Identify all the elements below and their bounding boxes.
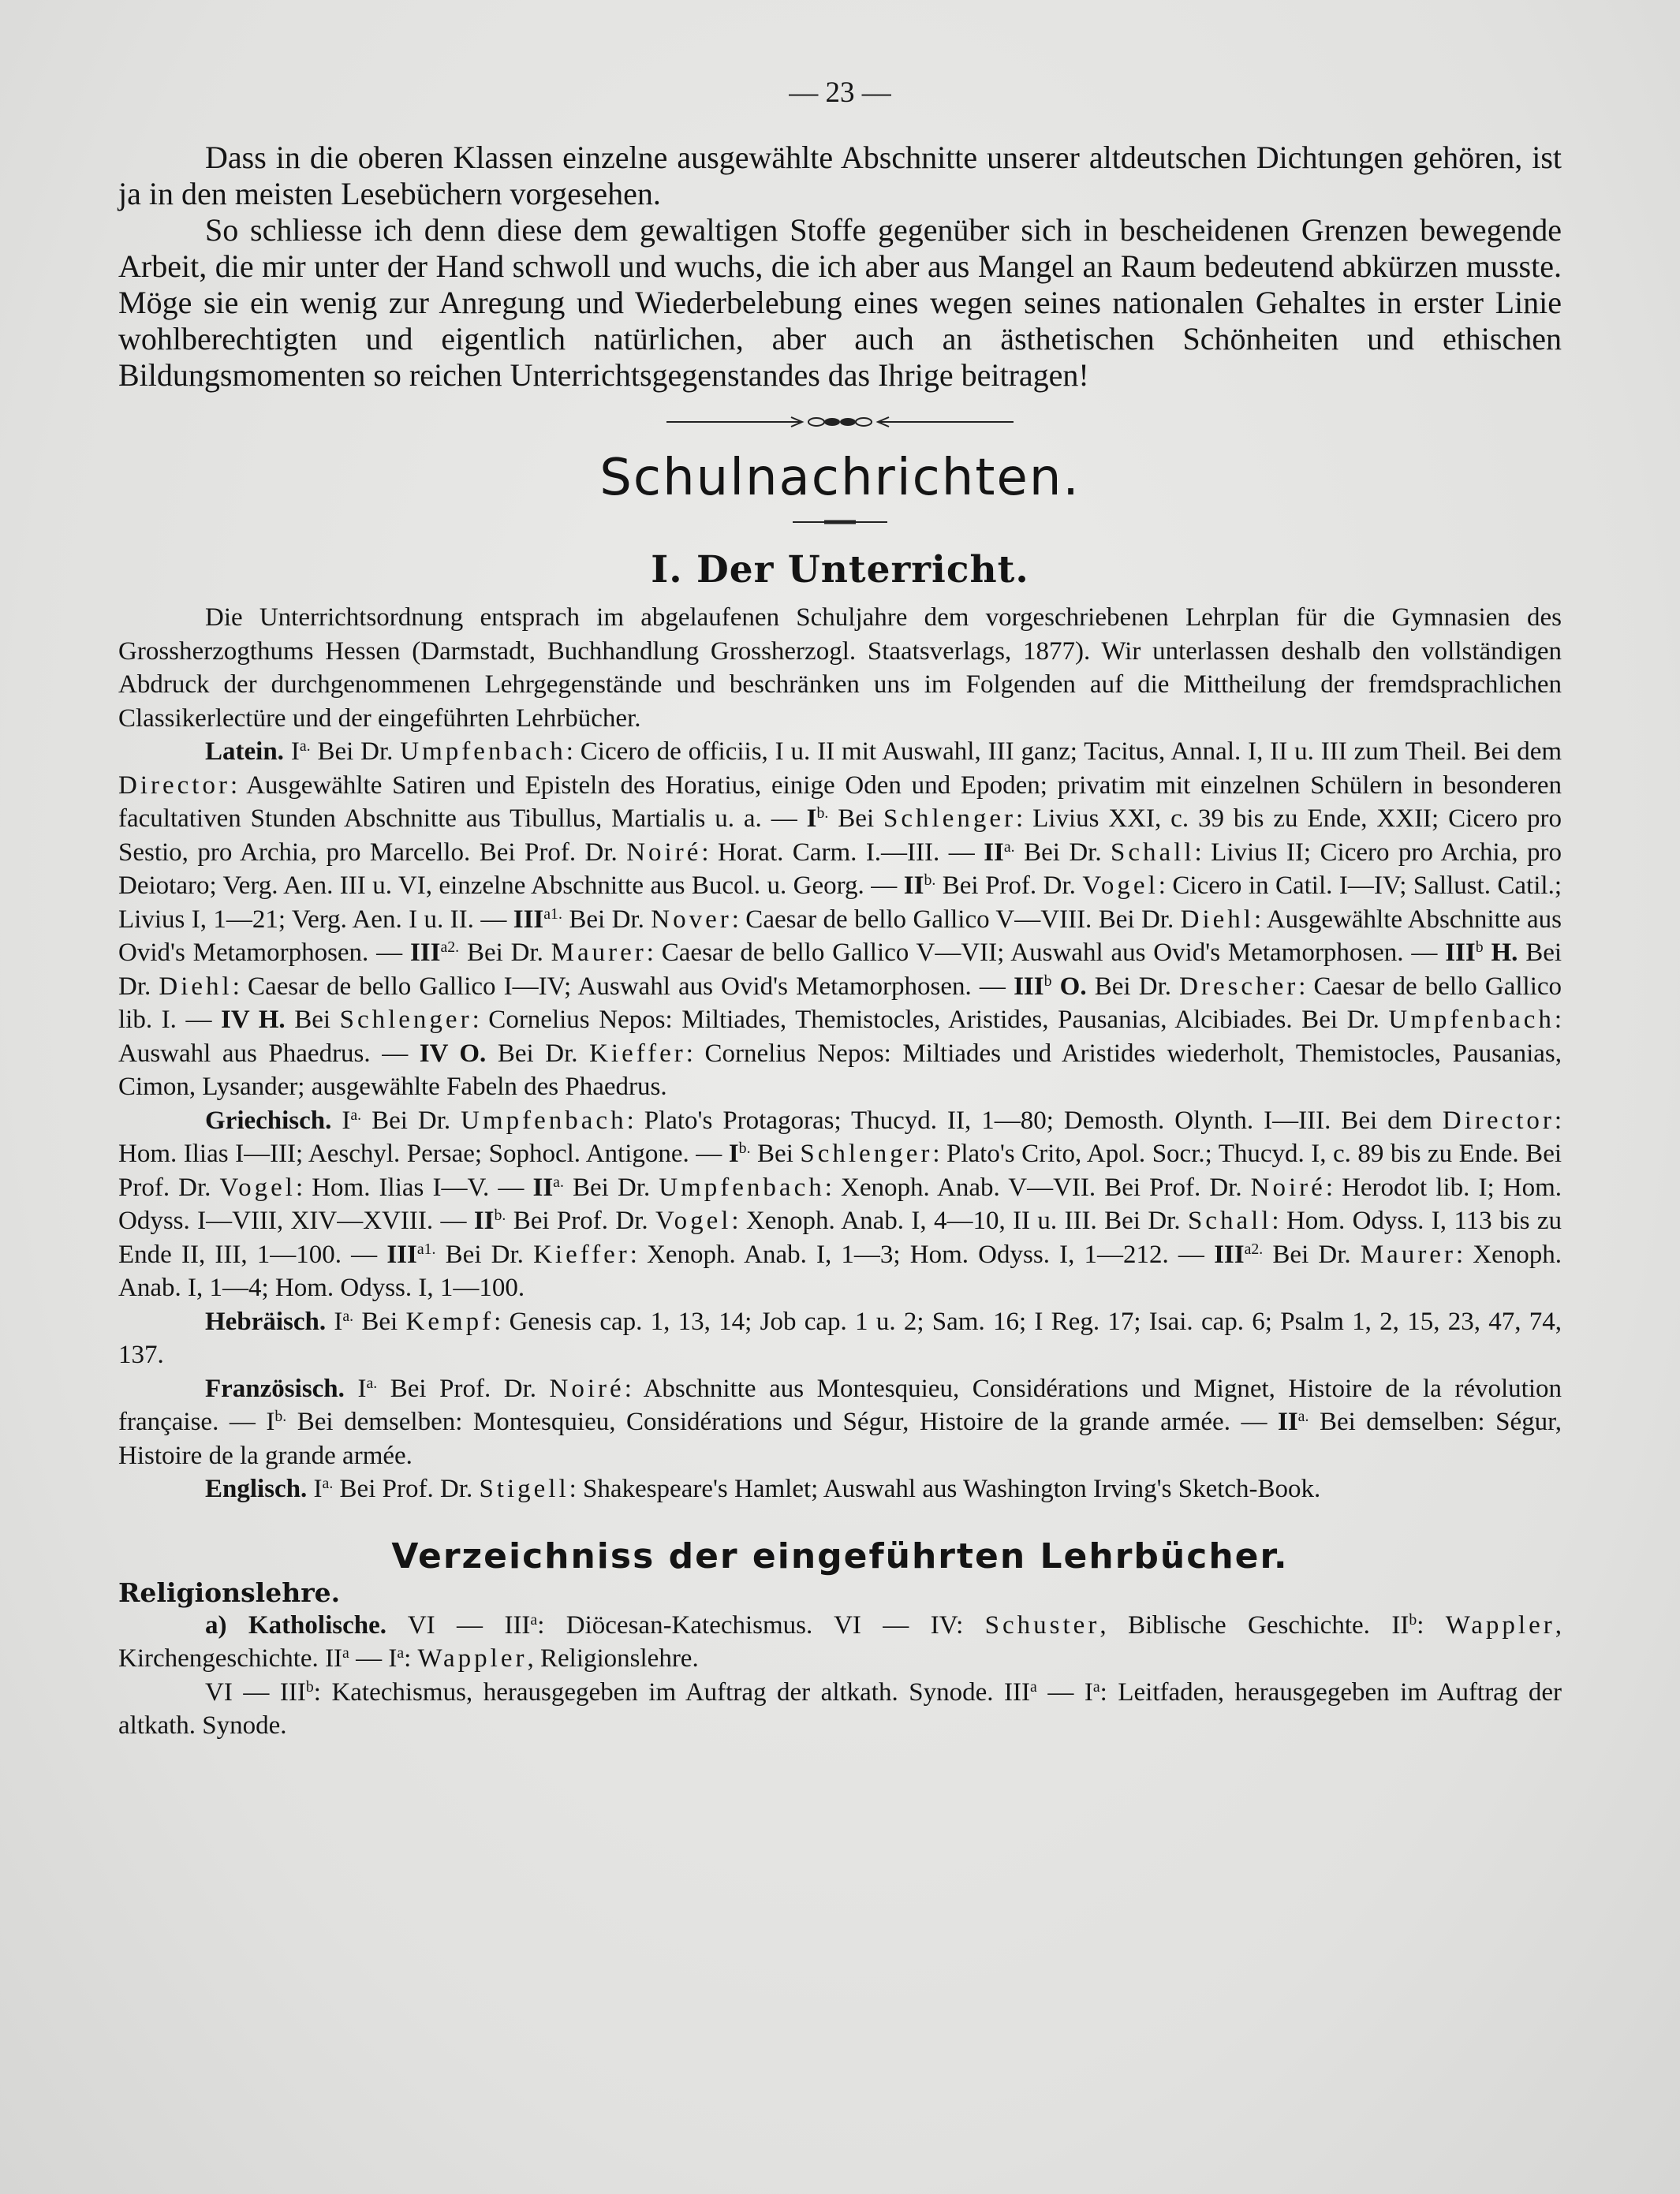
textbook-list-heading: Verzeichniss der eingeführten Lehrbücher. xyxy=(391,1535,1289,1576)
latein-label: Latein. xyxy=(205,737,284,766)
franzoesisch-label: Französisch. xyxy=(205,1374,345,1403)
religion-catholic: a) Katholische. VI — III$^a$: Diöcesan-Katechismus. VI — IV: Schuster, Biblische Geschichte. $II^b$: Wappler, Kirchengeschichte. $II^a$ — $I^a$: Wappler, Religionslehre. xyxy=(118,1610,1562,1673)
latein-paragraph: Latein. $I^{a.}$ Bei Dr. Umpfenbach: Cicero de officiis, I u. II mit Auswahl, III ganz; Tacitus, Annal. I, II u. III zum Theil. Bei dem Director: Ausgewählte Satiren und Episteln des Horatius, einige Oden und Epoden; privatim mit einzelnen Schülern in besonderen facultativen Stunden Abschnitte aus Tibullus, Martialis u. a. — $I^{b.}$ Bei Schlenger: Livius XXI, c. 39 bis zu Ende, XXII; Cicero pro Sestio, pro Archia, pro Marcello. Bei Prof. Dr. Noiré: Horat. Carm. I.—III. — $II^{a.}$ Bei Dr. Schall: Livius II; Cicero pro Archia, pro Deiotaro; Verg. Aen. III u. VI, einzelne Abschnitte aus Bucol. u. Georg. — $II^{b.}$ Bei Prof. Dr. Vogel: Cicero in Catil. I—IV; Sallust. Catil.; Livius I, 1—21; Verg. Aen. I u. II. — $III^{a1.}$ Bei Dr. Nover: Caesar de bello Gallico V—VIII. Bei Dr. Diehl: Ausgewählte Abschnitte aus Ovid's Metamorphosen. — $III^{a2.}$ Bei Dr. Maurer: Caesar de bello Gallico V—VII; Auswahl aus Ovid's Metamorphosen. — III$^b$ H. Bei Dr. Diehl: Caesar de bello Gallico I—IV; Auswahl aus Ovid's Metamorphosen. — III$^b$ O. Bei Dr. Drescher: Caesar de bello Gallico lib. I. — IV H. Bei Schlenger: Cornelius Nepos: Miltiades, Themistocles, Aristides, Pausanias, Alcibiades. Bei Dr. Umpfenbach: Auswahl aus Phaedrus. — IV O. Bei Dr. Kieffer: Cornelius Nepos: Miltiades und Aristides wiederholt, Themistocles, Pausanias, Cimon, Lysander; ausgewählte Fabeln des Phaedrus. xyxy=(118,737,1562,1101)
intro-paragraph-1: Dass in die oberen Klassen einzelne ausgewählte Abschnitte unserer altdeutschen Dichtungen gehören, ist ja in den meisten Lesebüchern vorgesehen. xyxy=(118,140,1562,211)
griechisch-paragraph: Griechisch. $I^{a.}$ Bei Dr. Umpfenbach: Plato's Protagoras; Thucyd. II, 1—80; Demosth. Olynth. I—III. Bei dem Director: Hom. Ilias I—III; Aeschyl. Persae; Sophocl. Antigone. — $I^{b.}$ Bei Schlenger: Plato's Crito, Apol. Socr.; Thucyd. I, c. 89 bis zu Ende. Bei Prof. Dr. Vogel: Hom. Ilias I—V. — $II^{a.}$ Bei Dr. Umpfenbach: Xenoph. Anab. V—VII. Bei Prof. Dr. Noiré: Herodot lib. I; Hom. Odyss. I—VIII, XIV—XVIII. — $II^{b.}$ Bei Prof. Dr. Vogel: Xenoph. Anab. I, 4—10, II u. III. Bei Dr. Schall: Hom. Odyss. I, 113 bis zu Ende II, III, 1—100. — $III^{a1.}$ Bei Dr. Kieffer: Xenoph. Anab. I, 1—3; Hom. Odyss. I, 1—212. — $III^{a2.}$ Bei Dr. Maurer: Xenoph. Anab. I, 1—4; Hom. Odyss. I, 1—100. xyxy=(118,1106,1562,1302)
franzoesisch-paragraph: Französisch. $I^{a.}$ Bei Prof. Dr. Noiré: Abschnitte aus Montesquieu, Considérations und Mignet, Histoire de la révolution française. — $I^{b.}$ Bei demselben: Montesquieu, Considérations und Ségur, Histoire de la grande armée. — $II^{a.}$ Bei demselben: Ségur, Histoire de la grande armée. xyxy=(118,1374,1562,1470)
unterricht-body xyxy=(118,601,1562,1506)
main-title: Schulnachrichten. xyxy=(599,449,1081,507)
page-number: — 23 — xyxy=(789,76,891,109)
religion-altkath: VI — III$^b$: Katechismus, herausgegeben im Auftrag der altkath. Synode. III$^a$ — $I^a$: Leitfaden, herausgegeben im Auftrag der altkath. Synode. xyxy=(118,1677,1562,1740)
title-rule xyxy=(793,518,887,526)
catholic-label: a) Katholische. xyxy=(205,1610,386,1640)
intro-paragraph-2: So schliesse ich denn diese dem gewaltigen Stoffe gegenüber sich in bescheidenen Grenzen bewegende Arbeit, die mir unter der Hand schwoll und wuchs, die ich aber aus Mangel an Raum bedeutend abkürzen musste. Möge sie ein wenig zur Anregung und Wiederbelebung eines wegen seines nationalen Gehaltes in erster Linie wohlberechtigten und eigentlich natürlichen, aber auch an ästhetischen Schönheiten und ethischen Bildungsmomenten so reichen Unterrichtsgegenstandes das Ihrige beitragen! xyxy=(118,212,1562,393)
griechisch-label: Griechisch. xyxy=(205,1106,332,1135)
religion-block xyxy=(118,1577,1562,1743)
englisch-paragraph: Englisch. $I^{a.}$ Bei Prof. Dr. Stigell: Shakespeare's Hamlet; Auswahl aus Washington Irving's Sketch-Book. xyxy=(205,1475,1321,1503)
intro-block xyxy=(118,140,1562,394)
hebraeisch-label: Hebräisch. xyxy=(205,1307,327,1336)
religion-heading: Religionslehre. xyxy=(118,1576,341,1608)
unterricht-intro: Die Unterrichtsordnung entsprach im abgelaufenen Schuljahre dem vorgeschriebenen Lehrplan für die Gymnasien des Grossherzogthums Hessen (Darmstadt, Buchhandlung Grossherzogl. Staatsverlags, 1877). Wir unterlassen deshalb den vollständigen Abdruck der durchgenommenen Lehrgegenstände und beschränken uns im Folgenden auf die Mittheilung der fremdsprachlichen Classikerlectüre und der eingeführten Lehrbücher. xyxy=(118,603,1562,733)
section-title: I. Der Unterricht. xyxy=(651,548,1029,591)
hebraeisch-paragraph: Hebräisch. $I^{a.}$ Bei Kempf: Genesis cap. 1, 13, 14; Job cap. 1 u. 2; Sam. 16; I Reg. 17; Isai. cap. 6; Psalm 1, 2, 15, 23, 47, 74, 137. xyxy=(118,1307,1562,1369)
englisch-label: Englisch. xyxy=(205,1475,308,1503)
ornament-divider xyxy=(666,411,1014,433)
